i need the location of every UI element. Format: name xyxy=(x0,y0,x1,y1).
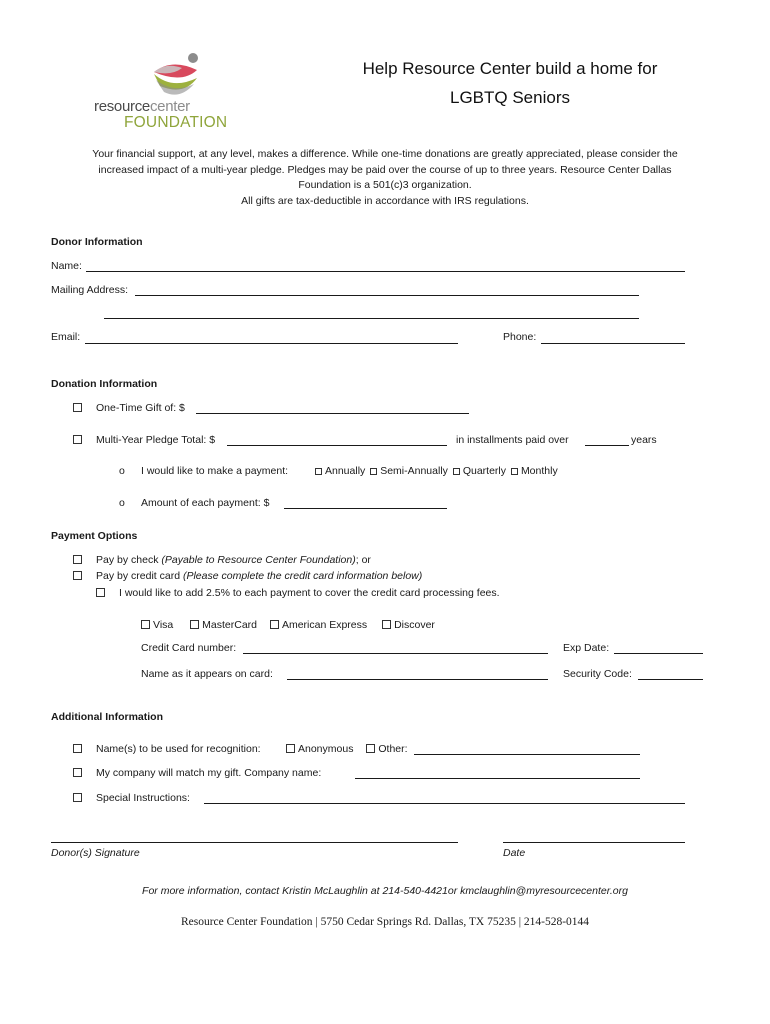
recognition-options xyxy=(286,743,408,755)
logo-mark-icon xyxy=(94,50,214,102)
pay-by-check-row xyxy=(73,554,85,566)
page-title xyxy=(340,54,680,112)
pay-by-check-checkbox[interactable] xyxy=(73,555,82,564)
company-match-label: My company will match my gift. Company name: xyxy=(96,767,322,779)
logo-word-resource: resource xyxy=(94,98,150,115)
mastercard-label: MasterCard xyxy=(202,619,258,631)
pay-by-card-row xyxy=(73,570,85,582)
other-checkbox[interactable] xyxy=(366,744,375,753)
signature-label: Donor(s) Signature xyxy=(51,847,140,859)
security-code-field[interactable] xyxy=(638,679,703,680)
recognition-checkbox[interactable] xyxy=(73,744,82,753)
processing-fee-checkbox[interactable] xyxy=(96,588,105,597)
card-number-field[interactable] xyxy=(243,653,548,654)
date-label: Date xyxy=(503,847,526,859)
recognition-other-field[interactable] xyxy=(414,754,640,755)
organization-logo xyxy=(94,50,228,134)
intro-line-1: Your financial support, at any level, makes a difference. While one-time donations are greatly appreciated, please consider the xyxy=(92,148,678,160)
company-match-row xyxy=(73,767,85,779)
payment-frequency-label: I would like to make a payment: xyxy=(141,465,289,477)
other-label: Other: xyxy=(378,743,408,755)
donor-info-heading: Donor Information xyxy=(51,236,143,248)
intro-paragraph xyxy=(55,147,715,209)
anonymous-checkbox[interactable] xyxy=(286,744,295,753)
semi-annually-label: Semi-Annually xyxy=(380,465,448,477)
pay-by-check-text xyxy=(96,554,371,566)
annually-label: Annually xyxy=(325,465,366,477)
annually-checkbox[interactable] xyxy=(315,468,322,475)
processing-fee-row xyxy=(96,587,108,599)
pay-by-check-label: Pay by check xyxy=(96,554,159,566)
title-line-2: LGBTQ Seniors xyxy=(450,88,570,107)
pay-by-check-note: (Payable to Resource Center Foundation) xyxy=(161,554,356,566)
recognition-row xyxy=(73,743,85,755)
mastercard-checkbox[interactable] xyxy=(190,620,199,629)
date-field[interactable] xyxy=(503,842,685,843)
pay-by-card-text xyxy=(96,570,422,582)
intro-line-2: increased impact of a multi-year pledge. Pledges may be paid over the course of up to three years. Resource Center Dallas xyxy=(98,163,672,176)
contact-info: For more information, contact Kristin McLaughlin at 214-540-4421or kmclaughlin@myresourcecenter.org xyxy=(142,885,628,897)
discover-label: Discover xyxy=(394,619,435,631)
card-type-options xyxy=(141,619,435,631)
multi-year-pledge-amount-field[interactable] xyxy=(227,445,447,446)
special-instructions-field[interactable] xyxy=(204,803,685,804)
monthly-checkbox[interactable] xyxy=(511,468,518,475)
special-instructions-row xyxy=(73,792,85,804)
amount-each-payment-label: Amount of each payment: $ xyxy=(141,497,270,509)
visa-label: Visa xyxy=(153,619,174,631)
pay-by-card-checkbox[interactable] xyxy=(73,571,82,580)
mailing-address-field[interactable] xyxy=(135,295,639,296)
mailing-address-field-line-2[interactable] xyxy=(104,318,639,319)
security-code-label: Security Code: xyxy=(563,668,632,680)
signature-field[interactable] xyxy=(51,842,458,843)
years-label: years xyxy=(631,434,657,446)
additional-info-heading: Additional Information xyxy=(51,711,163,723)
company-name-field[interactable] xyxy=(355,778,640,779)
processing-fee-label: I would like to add 2.5% to each payment to cover the credit card processing fees. xyxy=(119,587,500,599)
email-field[interactable] xyxy=(85,343,458,344)
quarterly-checkbox[interactable] xyxy=(453,468,460,475)
semi-annually-checkbox[interactable] xyxy=(370,468,377,475)
exp-date-label: Exp Date: xyxy=(563,642,610,654)
title-line-1: Help Resource Center build a home for xyxy=(362,59,658,78)
pay-by-check-suffix: ; or xyxy=(355,554,371,566)
logo-word-foundation: FOUNDATION xyxy=(124,114,228,131)
amex-label: American Express xyxy=(281,619,368,631)
exp-date-field[interactable] xyxy=(614,653,703,654)
intro-line-4: All gifts are tax-deductible in accordance with IRS regulations. xyxy=(241,194,529,207)
visa-checkbox[interactable] xyxy=(141,620,150,629)
payment-options-heading: Payment Options xyxy=(51,530,138,542)
amount-bullet: o xyxy=(119,497,125,509)
company-match-checkbox[interactable] xyxy=(73,768,82,777)
discover-checkbox[interactable] xyxy=(382,620,391,629)
pay-by-card-note: (Please complete the credit card information below) xyxy=(182,570,423,582)
name-on-card-field[interactable] xyxy=(287,679,548,680)
one-time-gift-amount-field[interactable] xyxy=(196,413,469,414)
logo-word-center: center xyxy=(149,98,190,115)
intro-line-3: Foundation is a 501(c)3 organization. xyxy=(298,179,472,191)
donation-info-heading: Donation Information xyxy=(51,378,158,390)
name-field[interactable] xyxy=(86,271,685,272)
phone-label: Phone: xyxy=(503,331,537,343)
installment-years-field[interactable] xyxy=(585,445,629,446)
amex-checkbox[interactable] xyxy=(270,620,279,629)
one-time-gift-row xyxy=(73,402,85,414)
phone-field[interactable] xyxy=(541,343,685,344)
card-number-label: Credit Card number: xyxy=(141,642,237,654)
name-label: Name: xyxy=(51,260,82,272)
payment-frequency-options xyxy=(315,465,558,477)
one-time-gift-label: One-Time Gift of: $ xyxy=(96,402,185,414)
multi-year-pledge-label: Multi-Year Pledge Total: $ xyxy=(96,434,216,446)
recognition-label: Name(s) to be used for recognition: xyxy=(96,743,261,755)
mailing-address-label: Mailing Address: xyxy=(51,284,129,296)
name-on-card-label: Name as it appears on card: xyxy=(141,668,273,680)
one-time-gift-checkbox[interactable] xyxy=(73,403,82,412)
email-label: Email: xyxy=(51,331,81,343)
amount-each-payment-field[interactable] xyxy=(284,508,447,509)
monthly-label: Monthly xyxy=(520,465,558,477)
multi-year-row xyxy=(73,434,85,446)
quarterly-label: Quarterly xyxy=(462,465,507,477)
footer-address: Resource Center Foundation | 5750 Cedar Springs Rd. Dallas, TX 75235 | 214-528-0144 xyxy=(180,916,590,928)
special-instructions-checkbox[interactable] xyxy=(73,793,82,802)
multi-year-pledge-checkbox[interactable] xyxy=(73,435,82,444)
installments-label: in installments paid over xyxy=(456,434,569,446)
payment-frequency-bullet: o xyxy=(119,465,125,477)
pay-by-card-label: Pay by credit card xyxy=(96,570,181,582)
anonymous-label: Anonymous xyxy=(298,743,354,755)
special-instructions-label: Special Instructions: xyxy=(96,792,190,804)
